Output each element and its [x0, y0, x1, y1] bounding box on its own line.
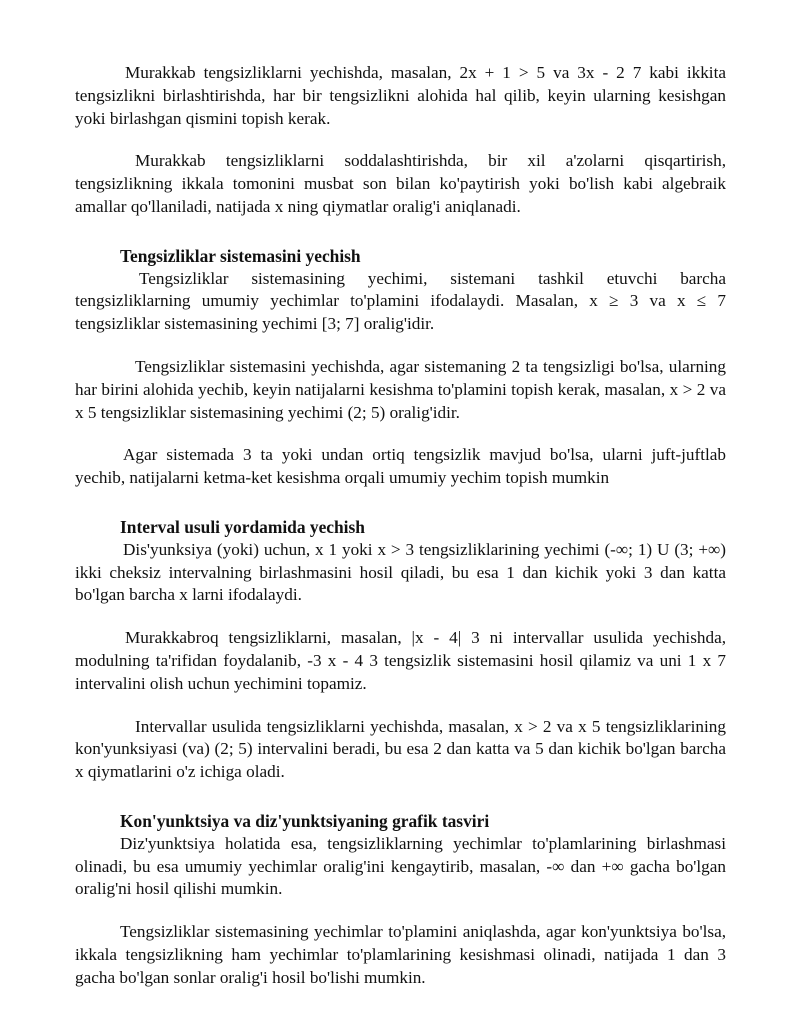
paragraph-7: Murakkabroq tengsizliklarni, masalan, |x - 4| 3 ni intervallar usulida yechishda, modulning ta'rifidan foydalanib, -3 x - 4 3 tengsizlik sistemasini hosil qilamiz va uni 1 x 7 intervalini olish uchun yechimini topamiz. — [75, 628, 726, 693]
paragraph-8: Intervallar usulida tengsizliklarni yechishda, masalan, x > 2 va x 5 tengsizliklarining kon'yunksiyasi (va) (2; 5) intervalini beradi, bu esa 2 dan katta va 5 dan kichik bo'lgan barcha x qiymatlarini o'z ichiga oladi. — [75, 716, 726, 782]
section-heading-systems: Tengsizliklar sistemasini yechish — [120, 245, 361, 266]
paragraph-1: Murakkab tengsizliklarni yechishda, masalan, 2x + 1 > 5 va 3x - 2 7 kabi ikkita tengsizlikni birlashtirishda, har bir tengsizlikni alohida hal qilib, keyin ularning kesishgan yoki birlashgan qismini topish kerak. — [75, 63, 726, 128]
paragraph-6: Dis'yunksiya (yoki) uchun, x 1 yoki x > 3 tengsizliklarining yechimi (-∞; 1) U (3; +∞) ikki cheksiz intervalning birlashmasini hosil qiladi, bu esa 1 dan kichik yoki 3 dan katta bo'lgan barcha x larni ifodalaydi. — [75, 539, 726, 605]
paragraph-2: Murakkab tengsizliklarni soddalashtirishda, bir xil a'zolarni qisqartirish, tengsizlikning ikkala tomonini musbat son bilan ko'paytirish yoki bo'lish kabi algebraik amallar qo'llaniladi, natijada x ning qiymatlar oralig'i aniqlanadi. — [75, 151, 726, 216]
paragraph-9: Diz'yunktsiya holatida esa, tengsizliklarning yechimlar to'plamlarining birlashmasi olinadi, bu esa umumiy yechimlar oralig'ini kengaytirib, masalan, -∞ dan +∞ gacha bo'lgan oralig'ni hosil qilishi mumkin. — [75, 833, 726, 899]
paragraph-4: Tengsizliklar sistemasini yechishda, agar sistemaning 2 ta tengsizligi bo'lsa, ularning har birini alohida yechib, keyin natijalarni kesishma to'plamini topish kerak, masalan, x > 2 va x 5 tengsizliklar sistemasining yechimi (2; 5) oralig'idir. — [75, 356, 726, 422]
paragraph-5: Agar sistemada 3 ta yoki undan ortiq tengsizlik mavjud bo'lsa, ularni juft-juftlab yechib, natijalarni ketma-ket kesishma orqali umumiy yechim topish mumkin — [75, 445, 726, 488]
paragraph-10: Tengsizliklar sistemasining yechimlar to'plamini aniqlashda, agar kon'yunktsiya bo'lsa, ikkala tengsizlikning ham yechimlar to'plamlarining kesishmasi olinadi, natijada 1 dan 3 gacha bo'lgan sonlar oralig'i hosil bo'lishi mumkin. — [75, 922, 726, 987]
section-heading-graphic: Kon'yunktsiya va diz'yunktsiyaning grafik tasviri — [120, 810, 490, 831]
section-heading-interval: Interval usuli yordamida yechish — [120, 516, 365, 537]
paragraph-3: Tengsizliklar sistemasining yechimi, sistemani tashkil etuvchi barcha tengsizliklarning umumiy yechimlar to'plamini ifodalaydi. Masalan, x ≥ 3 va x ≤ 7 tengsizliklar sistemasining yechimi [3; 7] oralig'idir. — [75, 268, 726, 334]
